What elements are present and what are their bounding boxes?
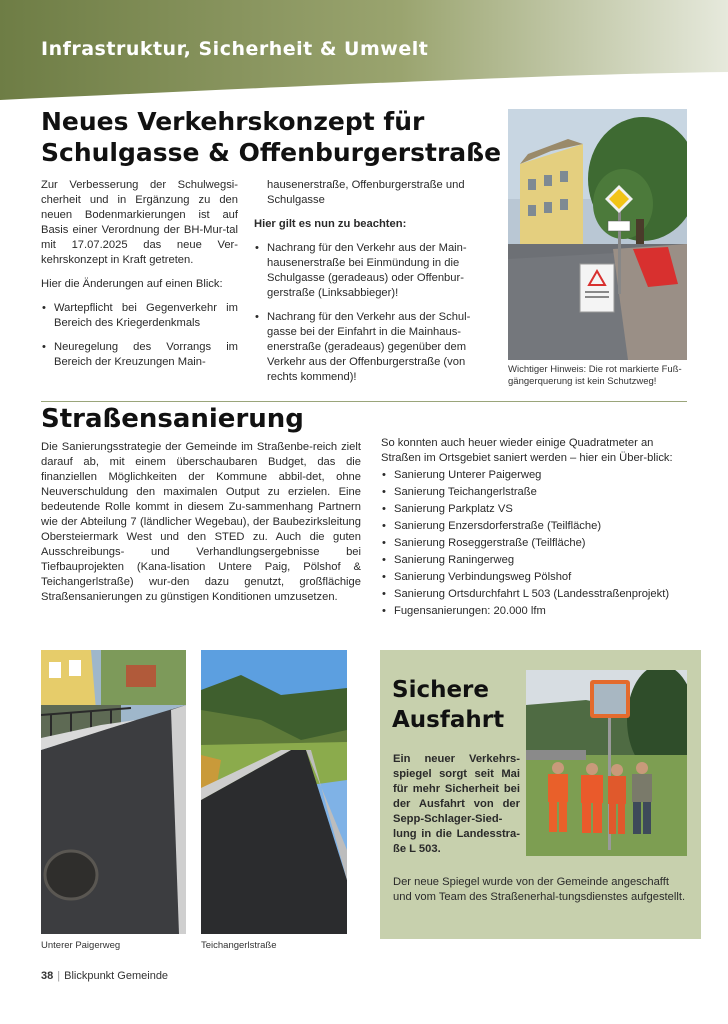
- box-bold-text: Ein neuer Verkehrs-spiegel sorgt seit Mai für mehr Sicherheit bei der Ausfahrt von der Sepp-Schlager-Sied-lung in die Landesstra-ße L 503.: [393, 753, 520, 855]
- list-item: • Sanierung Raningerweg: [381, 553, 691, 568]
- article-title-line-2: Schulgasse & Offenburgerstraße: [41, 138, 502, 167]
- box-title: [392, 675, 504, 735]
- box-title-line-1: Sichere: [392, 677, 489, 703]
- article1-column-2: [254, 178, 494, 394]
- paigerweg-photo: [41, 650, 186, 934]
- school-photo-caption: Wichtiger Hinweis: Die rot markierte Fuß-gängerquerung ist kein Schutzweg!: [508, 364, 682, 387]
- footer-separator: |: [57, 970, 61, 982]
- teichangerlstrasse-photo: [201, 650, 347, 934]
- list-item: • Neuregelung des Vorrangs im Bereich der Kreuzungen Main-: [41, 340, 238, 370]
- list-item: • Sanierung Teichangerlstraße: [381, 485, 691, 500]
- section-title: Infrastruktur, Sicherheit & Umwelt: [41, 38, 429, 60]
- changes-continuation: hausenerstraße, Offenburgerstraße und Schulgasse: [267, 179, 465, 206]
- article2-list-column: [381, 436, 691, 621]
- article1-column-1: [41, 178, 238, 379]
- teichangerlstrasse-caption: Teichangerlstraße: [201, 940, 277, 951]
- list-item: • Sanierung Enzersdorferstraße (Teilfläche): [381, 519, 691, 534]
- list-item: • Sanierung Roseggerstraße (Teilfläche): [381, 536, 691, 551]
- article-title-line-1: Neues Verkehrskonzept für: [41, 107, 425, 136]
- article1-intro: Zur Verbesserung der Schulwegsi-cherheit und in Ergänzung zu den neuen Bodenmarkierungen ist auf Basis einer Verordnung der BH-Mur-tal mit 17.07.2025 das neue Ver-kehrskonzept in Kraft getreten.: [41, 179, 238, 266]
- box-title-line-2: Ausfahrt: [392, 707, 505, 733]
- page-number: 38: [41, 970, 54, 982]
- paigerweg-caption: Unterer Paigerweg: [41, 940, 121, 951]
- list-item: • Sanierung Ortsdurchfahrt L 503 (Landesstraßenprojekt): [381, 587, 691, 602]
- list-item: • Sanierung Unterer Paigerweg: [381, 468, 691, 483]
- article2-title: Straßensanierung: [41, 404, 304, 434]
- rules-heading: Hier gilt es nun zu beachten:: [254, 218, 407, 230]
- article-title: [41, 106, 511, 168]
- publication-name: Blickpunkt Gemeinde: [64, 970, 169, 982]
- box-text: Der neue Spiegel wurde von der Gemeinde angeschafft und vom Team des Straßenerhal-tungsdienstes aufgestellt.: [393, 876, 686, 903]
- renovation-list: [381, 468, 691, 619]
- rules-list: [254, 241, 494, 385]
- changes-list: [41, 301, 238, 370]
- changes-heading: Hier die Änderungen auf einen Blick:: [41, 278, 223, 290]
- list-item: • Nachrang für den Verkehr aus der Main-hausenerstraße bei Einmündung in die Schulgasse (geradeaus) oder Offenbur-gerstraße (Linksabbieger)!: [254, 241, 494, 301]
- list-item: • Sanierung Verbindungsweg Pölshof: [381, 570, 691, 585]
- list-intro: So konnten auch heuer wieder einige Quadratmeter an Straßen im Ortsgebiet saniert werden – hier ein Über-blick:: [381, 437, 673, 464]
- list-item: • Sanierung Parkplatz VS: [381, 502, 691, 517]
- article2-paragraph: Die Sanierungsstrategie der Gemeinde im Straßenbe-reich zielt darauf ab, mit einem überschaubaren Budget, das die finanziellen Möglichkeiten der Kommune abbil-det, ohne Neuverschuldung den maximalen Output zu erzielen. Eine bedeutende Rolle kommt in diesem Zu-sammenhang Partnern wie der Abteilung 7 (ländlicher Wegebau), der Baubezirksleitung Obersteiermark West und den STED zu. Auch die guten Ausschreibungs- und Verhandlungsergebnisse bei Tiefbauprojekten (Kana-lisation Untere Paig, Pölshof & Teichangerlstraße) wur-den dazu genutzt, großflächige Straßensanierungen zu günstigen Konditionen umzusetzen.: [41, 441, 361, 603]
- page-footer: [41, 970, 168, 982]
- list-item: • Nachrang für den Verkehr aus der Schul-gasse bei der Einfahrt in die Mainhaus-enerstraße (geradeaus) gegenüber dem Verkehr aus der Offenburgerstraße (von rechts kommend)!: [254, 310, 494, 385]
- traffic-mirror-photo: [526, 670, 687, 856]
- list-item: • Wartepflicht bei Gegenverkehr im Bereich des Kriegerdenkmals: [41, 301, 238, 331]
- school-crossing-photo: [508, 109, 687, 360]
- section-header-band: [0, 0, 728, 100]
- section-divider: [41, 401, 687, 402]
- list-item: • Fugensanierungen: 20.000 lfm: [381, 604, 691, 619]
